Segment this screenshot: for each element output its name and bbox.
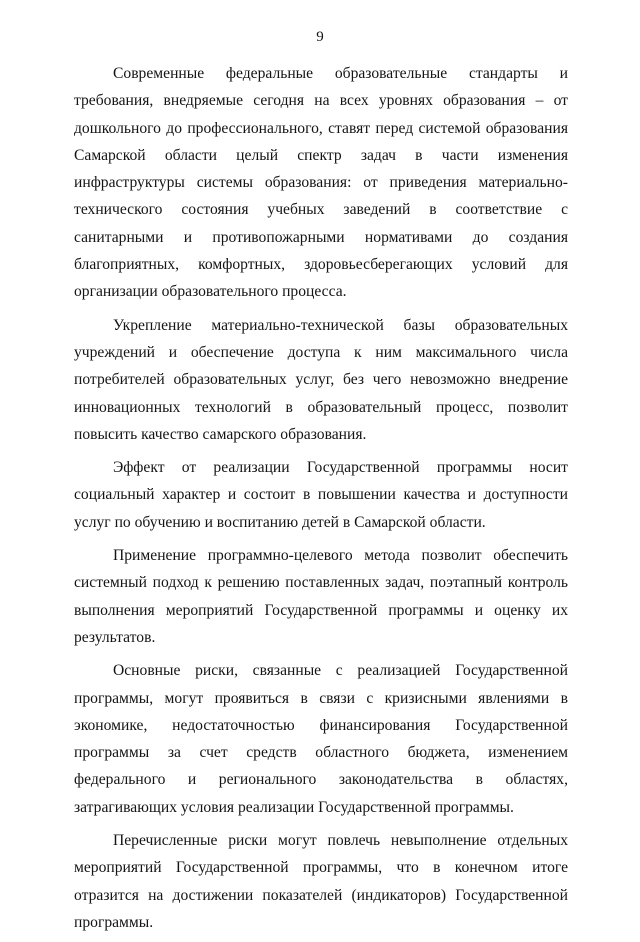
paragraph-risks: Основные риски, связанные с реализацией Государственной программы, могут проявиться в связи с кризисными явлениями в экономике, недостаточностью финансирования Государственной программы за счет средств областного бюджета, изменением федерального и регионального законодательства в областях, затрагивающих условия реализации Государственной программы. (74, 662, 568, 816)
paragraph-program-method: Применение программно-целевого метода позволит обеспечить системный подход к решению поставленных задач, поэтапный контроль выполнения мероприятий Государственной программы и оценку их результатов. (74, 547, 568, 646)
paragraph-effect: Эффект от реализации Государственной программы носит социальный характер и состоит в повышении качества и доступности услуг по обучению и воспитанию детей в Самарской области. (74, 459, 568, 531)
paragraph-standards: Современные федеральные образовательные стандарты и требования, внедряемые сегодня на всех уровнях образования – от дошкольного до профессионального, ставят перед системой образования Самарской области целый спектр задач в части изменения инфраструктуры системы образования: от приведения материально-технического состояния учебных заведений в соответствие с санитарными и противопожарными нормативами до создания благоприятных, комфортных, здоровьесберегающих условий для организации образовательного процесса. (74, 65, 568, 301)
paragraph-material-base: Укрепление материально-технической базы образовательных учреждений и обеспечение доступа к ним максимального числа потребителей образовательных услуг, без чего невозможно внедрение инновационных технологий в образовательный процесс, позволит повысить качество самарского образования. (74, 316, 568, 443)
paragraph-consequences: Перечисленные риски могут повлечь невыполнение отдельных мероприятий Государственной программы, что в конечном итоге отразится на достижении показателей (индикаторов) Государственной программы. (74, 832, 568, 931)
page-number: 9 (316, 29, 324, 45)
body-text (74, 60, 568, 942)
